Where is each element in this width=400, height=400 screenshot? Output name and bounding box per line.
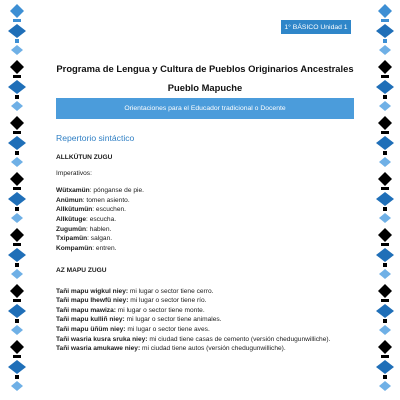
list-item: Tañi mapu kulliñ niey: mi lugar o sector tiene animales.	[56, 316, 222, 324]
people-subtitle: Pueblo Mapuche	[167, 82, 243, 93]
decorative-border-right	[372, 0, 398, 400]
list-item: Allkütuge: escucha.	[56, 215, 117, 223]
guidance-banner: Orientaciones para el Educador tradicional o Docente	[56, 98, 354, 119]
program-title: Programa de Lengua y Cultura de Pueblos Originarios Ancestrales	[56, 63, 354, 74]
list-item: Tañi mapu wigkul niey: mi lugar o sector tiene cerro.	[56, 287, 214, 295]
list-item: Kompamün: entren.	[56, 244, 117, 252]
section-title: Repertorio sintáctico	[56, 133, 135, 143]
list-item: Txipamün: salgan.	[56, 235, 113, 243]
list-item: Anümun: tomen asiento.	[56, 196, 130, 204]
block-heading: ALLKÜTUN ZUGU	[56, 154, 113, 161]
list-item: Wütxamün: pónganse de pie.	[56, 187, 144, 195]
list-item: Allkütumün: escuchen.	[56, 206, 126, 214]
block-intro: Imperativos:	[56, 169, 92, 177]
list-item: Tañi wasria kusra sruka niey: mi ciudad tiene casas de cemento (versión chedugunwilliche).	[56, 335, 331, 343]
block-heading: AZ MAPU ZUGU	[56, 267, 107, 274]
grade-unit-badge: 1° BÁSICO Unidad 1	[281, 20, 351, 34]
decorative-border-left	[4, 0, 30, 400]
list-item: Tañi mapu üñüm niey: mi lugar o sector tiene aves.	[56, 325, 210, 333]
list-item: Tañi wasria amukawe niey: mi ciudad tiene autos (versión chedugunwilliche).	[56, 345, 286, 353]
block-allkutun	[56, 153, 356, 253]
list-item: Zugumün: hablen.	[56, 225, 112, 233]
block-az-mapu	[56, 266, 356, 354]
list-item: Tañi mapu lhewfü niey: mi lugar o sector tiene río.	[56, 297, 207, 305]
list-item: Tañi mapu mawiza: mi lugar o sector tiene monte.	[56, 306, 205, 314]
